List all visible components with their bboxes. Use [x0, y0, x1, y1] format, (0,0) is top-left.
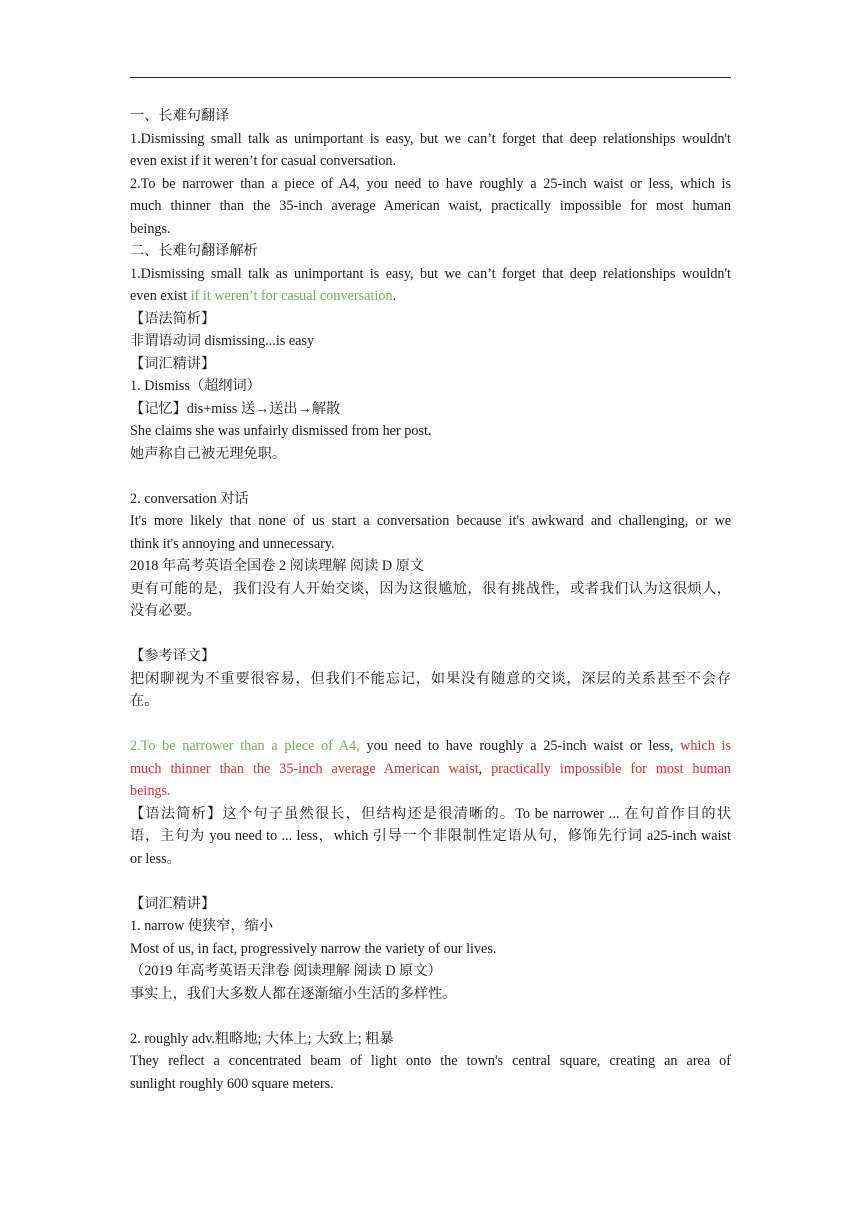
sentence-2-line-2: much thinner than the 35-inch average American waist, practically impossible for most human [130, 198, 731, 214]
vocab-4-example-line-1: They reflect a concentrated beam of light onto the town's central square, creating an area of [130, 1053, 731, 1069]
sentence-1-line-2: even exist if it weren’t for casual conversation. [130, 153, 397, 169]
highlight-red: practically impossible for most human [491, 760, 731, 777]
sentence-1-line-1: 1.Dismissing small talk as unimportant is easy, but we can’t forget that deep relationships wouldn't [130, 130, 731, 147]
vocab-2-source: 2018 年高考英语全国卷 2 阅读理解 阅读 D 原文 [130, 558, 424, 574]
text-span: even exist [130, 288, 191, 304]
text-span: , [478, 760, 492, 777]
highlight-green: if it weren’t for casual conversation [190, 288, 393, 304]
vocab-2-title: 2. conversation 对话 [130, 490, 249, 507]
vocab-2-translation-line-2: 没有必要。 [130, 603, 201, 619]
vocab-3-translation: 事实上，我们大多数人都在逐渐缩小生活的多样性。 [130, 985, 457, 1002]
vocab-2-example-line-1: It's more likely that none of us start a conversation because it's awkward and challenging, or we [130, 513, 731, 529]
reference-line-1: 把闲聊视为不重要很容易，但我们不能忘记，如果没有随意的交谈，深层的关系甚至不会存 [130, 670, 731, 687]
highlight-red: beings. [130, 783, 171, 799]
analysis-2-line-1 [130, 735, 731, 758]
vocab-3-example: Most of us, in fact, progressively narrow the variety of our lives. [130, 940, 497, 957]
vocab-3-source: （2019 年高考英语天津卷 阅读理解 阅读 D 原文） [130, 963, 442, 979]
vocab-1-example: She claims she was unfairly dismissed from her post. [130, 423, 432, 439]
section-heading-2: 二、长难句翻译解析 [130, 243, 258, 259]
highlight-green: 2.To be narrower than a piece of A4, [130, 738, 360, 754]
vocab-1-translation: 她声称自己被无理免职。 [130, 445, 287, 462]
sentence-2-line-3: beings. [130, 220, 171, 237]
highlight-red: which is [680, 738, 731, 754]
text-span: you need to have roughly a 25-inch waist or less, [359, 738, 681, 754]
reference-line-2: 在。 [130, 693, 159, 709]
vocab-heading-2: 【词汇精讲】 [130, 895, 216, 912]
vocab-heading: 【词汇精讲】 [130, 355, 216, 372]
vocab-3-title: 1. narrow 使狭窄，缩小 [130, 918, 274, 934]
vocab-2-example-line-2: think it's annoying and unnecessary. [130, 535, 335, 552]
grammar-2-line-3: or less。 [130, 850, 181, 867]
vocab-4-example-line-2: sunlight roughly 600 square meters. [130, 1075, 334, 1092]
sentence-2-line-1: 2.To be narrower than a piece of A4, you need to have roughly a 25-inch waist or less, which is [130, 175, 731, 192]
vocab-1-memory: 【记忆】dis+miss 送→送出→解散 [130, 400, 341, 417]
spacer [130, 1005, 731, 1028]
spacer [130, 465, 731, 488]
header-rule [130, 77, 731, 78]
analysis-2-line-3 [130, 780, 731, 803]
text-span: . [392, 288, 397, 304]
spacer [130, 623, 731, 646]
analysis-1-line-1: 1.Dismissing small talk as unimportant is easy, but we can’t forget that deep relationships wouldn't [130, 265, 731, 282]
section-heading-1: 一、长难句翻译 [130, 108, 230, 124]
grammar-heading: 【语法简析】 [130, 310, 216, 327]
document-body [130, 105, 731, 1095]
highlight-red: much thinner than the 35-inch average American waist [130, 760, 479, 777]
analysis-1-line-2 [130, 285, 731, 308]
vocab-4-title: 2. roughly adv.粗略地; 大体上; 大致上; 粗暴 [130, 1030, 394, 1047]
grammar-2-line-2: 语，主句为 you need to ... less，which 引导一个非限制性定语从句，修饰先行词 a25-inch waist [130, 828, 731, 844]
grammar-2-line-1: 【语法简析】这个句子虽然很长，但结构还是很清晰的。To be narrower ... 在句首作目的状 [130, 805, 731, 822]
spacer [130, 713, 731, 736]
vocab-2-translation-line-1: 更有可能的是，我们没有人开始交谈，因为这很尴尬，很有挑战性，或者我们认为这很烦人， [130, 580, 731, 597]
grammar-note: 非谓语动词 dismissing...is easy [130, 333, 315, 349]
analysis-2-line-2 [130, 758, 731, 781]
spacer [130, 870, 731, 893]
vocab-1-title: 1. Dismiss（超纲词） [130, 378, 261, 394]
reference-heading: 【参考译文】 [130, 648, 216, 664]
